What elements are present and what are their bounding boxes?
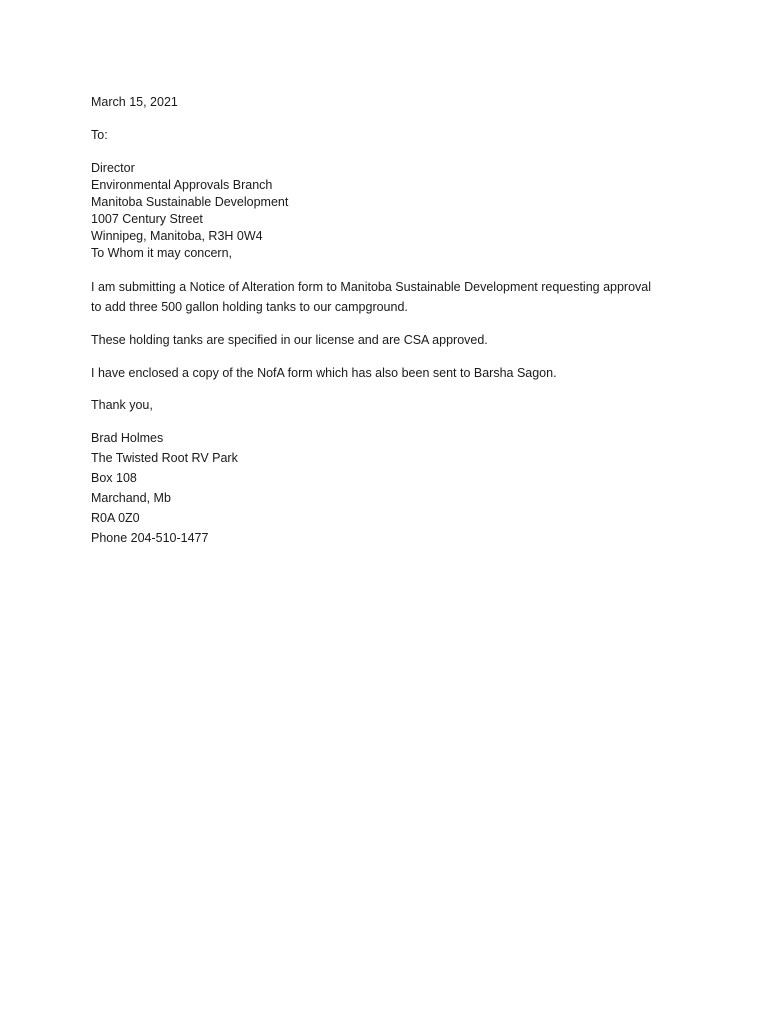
recipient-branch: Environmental Approvals Branch xyxy=(91,178,273,192)
closing: Thank you, xyxy=(91,398,153,412)
sender-box: Box 108 xyxy=(91,471,137,485)
letter-date: March 15, 2021 xyxy=(91,95,178,109)
sender-phone: Phone 204-510-1477 xyxy=(91,531,209,545)
recipient-street: 1007 Century Street xyxy=(91,212,203,226)
recipient-title: Director xyxy=(91,161,135,175)
sender-postal-code: R0A 0Z0 xyxy=(91,511,140,525)
recipient-city: Winnipeg, Manitoba, R3H 0W4 xyxy=(91,229,263,243)
sender-company: The Twisted Root RV Park xyxy=(91,451,238,465)
salutation: To Whom it may concern, xyxy=(91,246,233,260)
body-paragraph-1-line-1: I am submitting a Notice of Alteration form to Manitoba Sustainable Development requesting approval xyxy=(91,280,652,294)
to-label: To: xyxy=(91,128,108,142)
sender-town: Marchand, Mb xyxy=(91,491,171,505)
sender-name: Brad Holmes xyxy=(91,431,164,445)
body-paragraph-2: These holding tanks are specified in our license and are CSA approved. xyxy=(91,333,488,347)
body-paragraph-3: I have enclosed a copy of the NofA form which has also been sent to Barsha Sagon. xyxy=(91,366,557,380)
recipient-organization: Manitoba Sustainable Development xyxy=(91,195,289,209)
body-paragraph-1-line-2: to add three 500 gallon holding tanks to our campground. xyxy=(91,300,408,314)
